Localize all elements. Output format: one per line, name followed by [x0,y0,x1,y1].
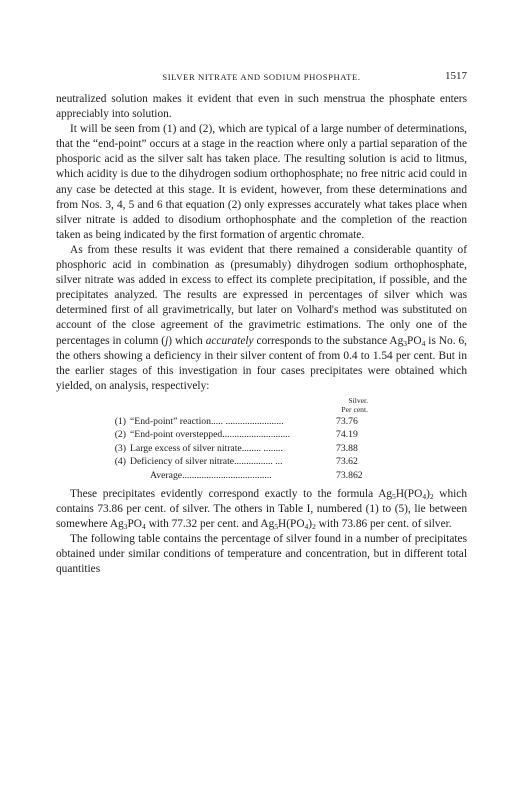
table-average-row [56,469,372,482]
row-label: “End-point” reaction..... ........................ [130,415,284,427]
paragraph-3: As from these results it was evident that there remained a considerable quantity of phosphoric acid in combination as (presumably) dihydrogen sodium orthophosphate, silver nitrate was added in excess to effect its complete precipitation, if possible, and the precipitates analyzed. The results are expressed in percentages of silver which was determined first of all gravimetrically, but later on Volhard's method was substituted on account of the close agreement of the gravimetric estimations. The only one of the percentages in column (j) which accurately corresponds to the substance $Ag_3PO_4$ is No. 6, the others showing a deficiency in their silver content of from 0.4 to 1.54 per cent. But in the earlier stages of this investigation in four cases precipitates were obtained which yielded, on analysis, respectively: [56,243,468,392]
paragraph-1: neutralized solution makes it evident that even in such menstrua the phosphate enters appreciably into solution. [56,93,467,121]
body-text [56,92,467,577]
column-head-percent: Per cent. [341,404,368,414]
row-value: 73.76 [336,415,358,427]
page-header [56,70,467,84]
row-label: Large excess of silver nitrate........ ........ [130,442,283,454]
emphasis-accurately: accurately [205,334,254,347]
table-row [56,415,372,428]
table-column-header [56,396,372,414]
row-number: (4) [114,456,126,468]
row-number: (3) [114,442,126,454]
column-j-label: j [165,334,169,347]
table-row [56,428,372,441]
average-label: Average..................................... [150,469,272,481]
row-value: 73.88 [336,442,358,454]
row-value: 73.62 [336,456,358,468]
running-title: SILVER NITRATE AND SODIUM PHOSPHATE. [162,72,361,82]
average-value: 73.862 [336,469,363,481]
row-value: 74.19 [336,429,358,441]
table-row [56,455,372,468]
paragraph-5: The following table contains the percentage of silver found in a number of precipitates obtained under similar conditions of temperature and concentration, but in different total quantities [56,533,467,576]
column-head-silver: Silver. [348,395,368,405]
row-label: Deficiency of silver nitrate................ ... [130,456,283,468]
page-number: 1517 [445,70,467,82]
paragraph-4: These precipitates evidently correspond exactly to the formula $Ag_5H(PO_4)_2$ which contains 73.86 per cent. of silver. The others in Table I, numbered (1) to (5), lie between somewhere $Ag_3PO_4$ with 77.32 per cent. and $Ag_5H(PO_4)_2$ with 73.86 per cent. of silver. [56,487,468,532]
row-label: “End-point overstepped............................ [130,429,291,441]
table-row [56,442,372,455]
paragraph-2: It will be seen from (1) and (2), which are typical of a large number of determinations, that the “end-point” occurs at a stage in the reaction where only a partial separation of the phosporic acid as the silver salt has taken place. The resulting solution is acid to litmus, which acidity is due to the dihydrogen sodium orthophosphate; no free nitric acid could in any case be detected at this stage. It is evident, however, from these determinations and from Nos. 3, 4, 5 and 6 that equation (2) only expresses accurately what takes place when silver nitrate is added to disodium orthophosphate and the completion of the reaction taken as being indicated by the first formation of argentic chromate. [56,123,467,241]
silver-table [56,415,372,482]
row-number: (2) [114,429,126,441]
row-number: (1) [114,415,126,427]
